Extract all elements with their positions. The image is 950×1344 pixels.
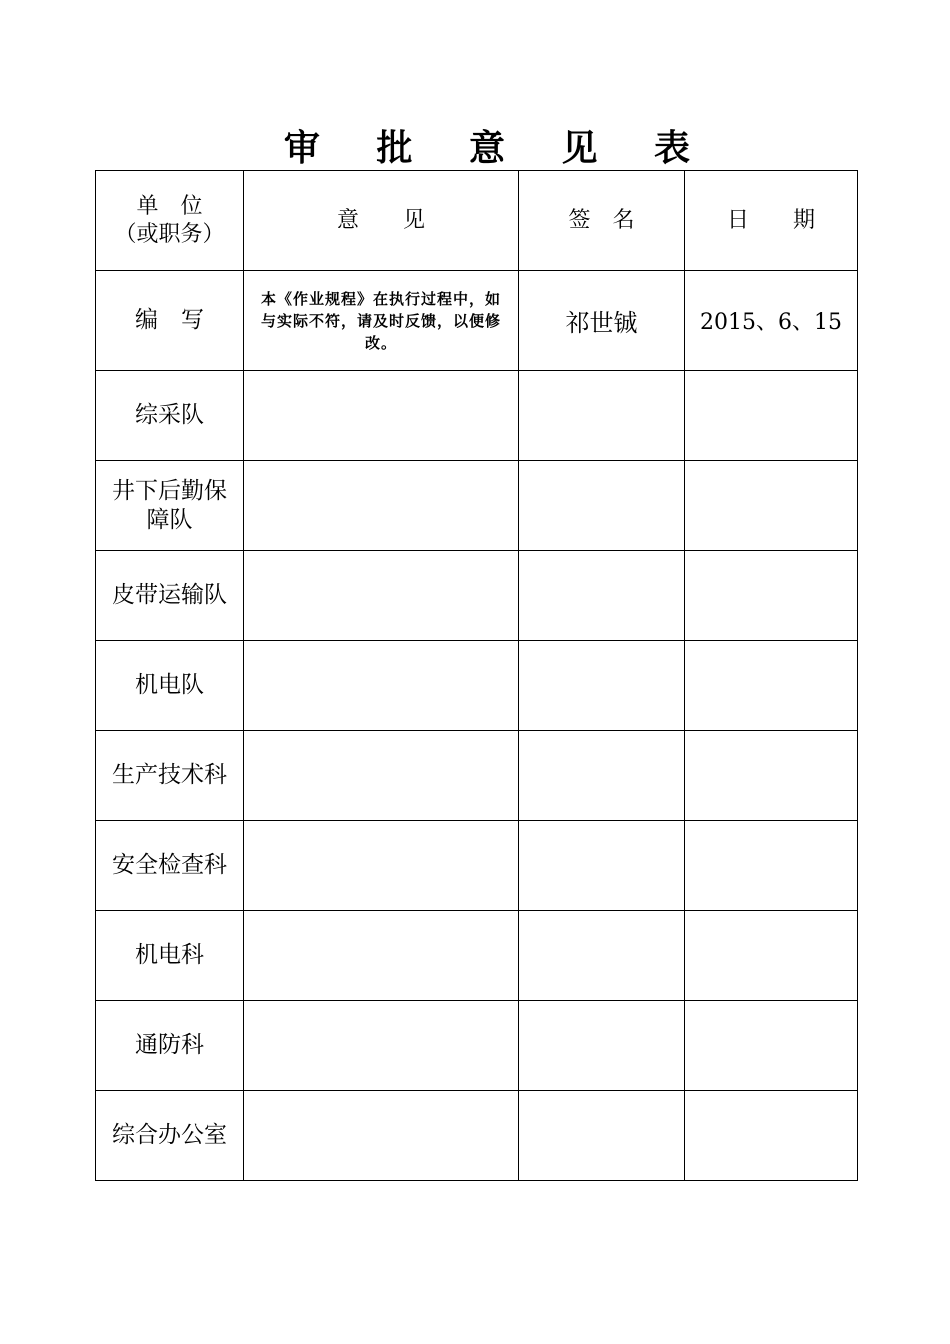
opinion-cell[interactable] [244,1091,519,1181]
date-cell[interactable] [685,461,858,551]
table-row [96,731,858,821]
signature-cell[interactable] [519,551,685,641]
unit-name: 安全检查科 [112,852,227,878]
date-cell[interactable] [685,641,858,731]
date-cell[interactable] [685,731,858,821]
date-cell[interactable] [685,911,858,1001]
writer-date: 2015、6、15 [700,310,842,335]
unit-name-cell [96,551,244,641]
signature-cell[interactable] [519,641,685,731]
table-row [96,551,858,641]
unit-name: 综合办公室 [112,1122,227,1148]
header-opinion-label: 意 见 [336,207,425,233]
writer-opinion-cell[interactable] [244,271,519,371]
writer-unit-label: 编 写 [135,307,204,333]
signature-cell[interactable] [519,371,685,461]
unit-name-cell [96,1091,244,1181]
header-row [96,171,858,271]
opinion-cell[interactable] [244,641,519,731]
unit-name: 机电科 [135,942,204,968]
approval-table [95,170,858,1181]
signature-cell[interactable] [519,821,685,911]
table-row [96,371,858,461]
unit-name-cell [96,371,244,461]
unit-name: 综采队 [135,402,204,428]
unit-rows [96,371,858,1181]
form-title: 审 批 意 见 表 [283,127,713,169]
unit-name: 皮带运输队 [112,582,227,608]
header-cell-date [685,171,858,271]
writer-signature: 祁世铖 [565,309,638,337]
table-row [96,1091,858,1181]
unit-name-cell [96,731,244,821]
header-date-label: 日 期 [726,207,815,233]
date-cell[interactable] [685,1091,858,1181]
table-row [96,641,858,731]
unit-name-cell [96,1001,244,1091]
date-cell[interactable] [685,551,858,641]
unit-name: 井下后勤保 障队 [112,477,227,533]
writer-date-cell[interactable] [685,271,858,371]
opinion-cell[interactable] [244,461,519,551]
unit-name-cell [96,461,244,551]
opinion-cell[interactable] [244,821,519,911]
signature-cell[interactable] [519,731,685,821]
header-cell-signature [519,171,685,271]
date-cell[interactable] [685,821,858,911]
signature-cell[interactable] [519,1001,685,1091]
unit-name: 通防科 [135,1032,204,1058]
unit-name: 机电队 [135,672,204,698]
writer-signature-cell[interactable] [519,271,685,371]
opinion-cell[interactable] [244,911,519,1001]
writer-row [96,271,858,371]
writer-unit-cell [96,271,244,371]
unit-name-cell [96,641,244,731]
header-unit-label: 单 位 （或职务） [114,193,225,247]
opinion-cell[interactable] [244,731,519,821]
signature-cell[interactable] [519,1091,685,1181]
writer-opinion-text: 本《作业规程》在执行过程中，如与实际不符，请及时反馈，以便修改。 [260,289,501,352]
signature-cell[interactable] [519,911,685,1001]
header-signature-label: 签 名 [568,207,635,233]
opinion-cell[interactable] [244,551,519,641]
table-row [96,821,858,911]
header-cell-unit [96,171,244,271]
header-cell-opinion [244,171,519,271]
date-cell[interactable] [685,371,858,461]
date-cell[interactable] [685,1001,858,1091]
signature-cell[interactable] [519,461,685,551]
table-row [96,911,858,1001]
opinion-cell[interactable] [244,371,519,461]
unit-name: 生产技术科 [112,762,227,788]
unit-name-cell [96,911,244,1001]
opinion-cell[interactable] [244,1001,519,1091]
table-row [96,1001,858,1091]
unit-name-cell [96,821,244,911]
table-row [96,461,858,551]
